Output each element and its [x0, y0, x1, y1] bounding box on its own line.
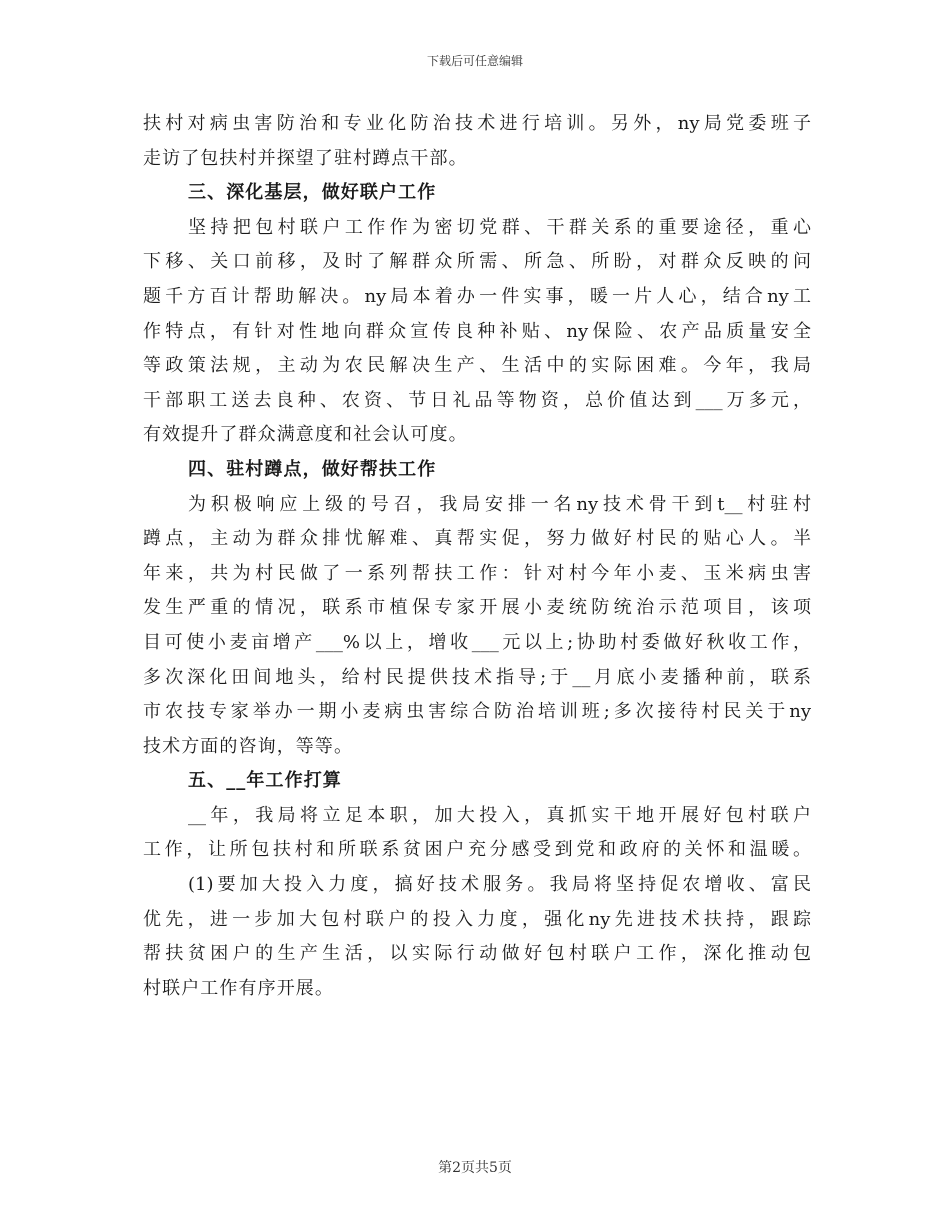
text-line: 技术方面的咨询，等等。 [143, 735, 354, 757]
page-footer: 第2页共5页 [438, 1160, 512, 1176]
text-line: 工作，让所包扶村和所联系贫困户充分感受到党和政府的关怀和温暖。 [143, 839, 811, 861]
text-line: 题千方百计帮助解决。ny局本着办一件实事，暖一片人心，结合ny工 [143, 285, 811, 307]
page-header: 下载后可任意编辑 [426, 54, 523, 68]
text-line: 村联户工作有序开展。 [143, 977, 334, 999]
section-heading: 四、驻村蹲点，做好帮扶工作 [188, 458, 437, 480]
text-line: 市农技专家举办一期小麦病虫害综合防治培训班;多次接待村民关于ny [143, 701, 811, 723]
text-line: 帮扶贫困户的生产生活，以实际行动做好包村联户工作，深化推动包 [143, 943, 811, 965]
text-line: 走访了包扶村并探望了驻村蹲点干部。 [143, 147, 468, 169]
text-line: 下移、关口前移，及时了解群众所需、所急、所盼，对群众反映的问 [143, 251, 811, 273]
text-line: (1)要加大投入力度，搞好技术服务。我局将坚持促农增收、富民 [188, 874, 811, 896]
text-line: 干部职工送去良种、农资、节日礼品等物资，总价值达到___万多元， [143, 389, 811, 411]
text-line: 发生严重的情况，联系市植保专家开展小麦统防统治示范项目，该项 [143, 597, 811, 619]
text-line: 优先，进一步加大包村联户的投入力度，强化ny先进技术扶持，跟踪 [143, 908, 811, 930]
text-line: __年，我局将立足本职，加大投入，真抓实干地开展好包村联户 [188, 804, 811, 826]
text-line: 蹲点，主动为群众排忧解难、真帮实促，努力做好村民的贴心人。半 [143, 528, 811, 550]
text-line: 目可使小麦亩增产___%以上，增收___元以上;协助村委做好秋收工作， [143, 631, 811, 653]
section-heading: 五、__年工作打算 [188, 770, 342, 792]
document-body [143, 107, 811, 1006]
text-line: 等政策法规，主动为农民解决生产、生活中的实际困难。今年，我局 [143, 355, 811, 377]
text-line: 为积极响应上级的号召，我局安排一名ny技术骨干到t__村驻村 [188, 493, 811, 515]
text-line: 坚持把包村联户工作作为密切党群、干群关系的重要途径，重心 [188, 216, 811, 238]
text-line: 有效提升了群众满意度和社会认可度。 [143, 424, 468, 446]
section-heading: 三、深化基层，做好联户工作 [188, 182, 437, 204]
text-line: 作特点，有针对性地向群众宣传良种补贴、ny保险、农产品质量安全 [143, 320, 811, 342]
text-line: 多次深化田间地头，给村民提供技术指导;于__月底小麦播种前，联系 [143, 666, 811, 688]
text-line: 扶村对病虫害防治和专业化防治技术进行培训。另外，ny局党委班子 [143, 113, 811, 134]
text-line: 年来，共为村民做了一系列帮扶工作：针对村今年小麦、玉米病虫害 [143, 562, 811, 584]
